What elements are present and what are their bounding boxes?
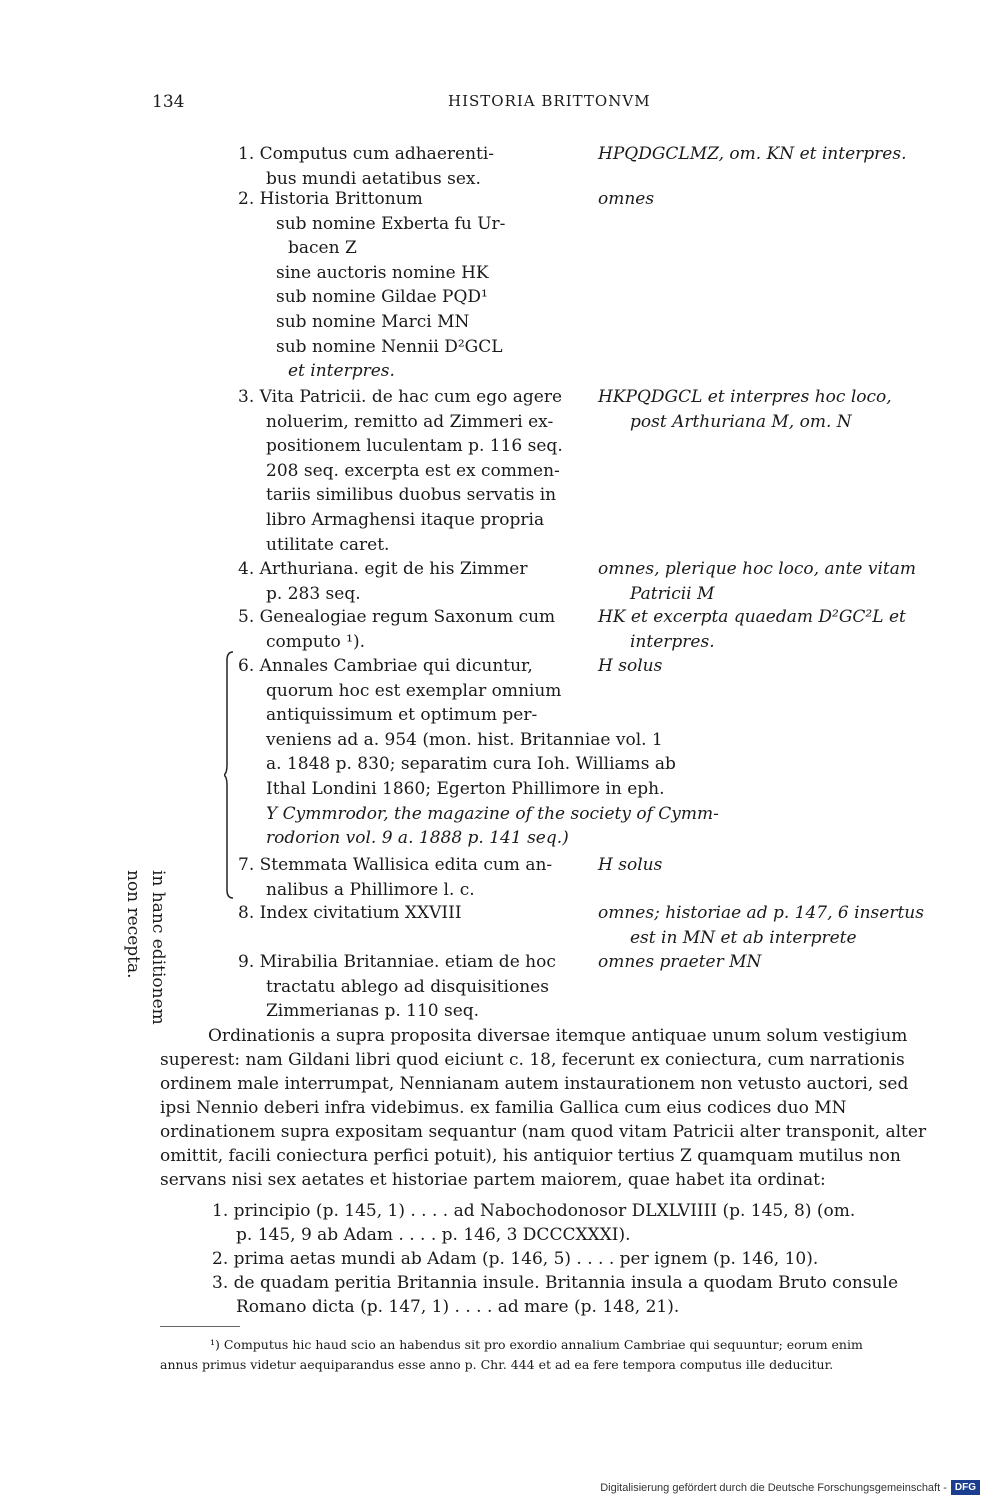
ordinat-line: 2. prima aetas mundi ab Adam (p. 146, 5) . . . . per ignem (p. 146, 10).	[212, 1249, 819, 1269]
list-line: sub nomine Gildae PQD¹	[276, 287, 488, 308]
funding-notice	[600, 1480, 980, 1495]
list-line: 3. Vita Patricii. de hac cum ego agere	[238, 387, 563, 407]
list-line: Ithal Londini 1860; Egerton Phillimore in eph.	[266, 779, 665, 799]
witness-note: Patricii M	[630, 583, 715, 604]
list-line: sine auctoris nomine HK	[276, 262, 489, 283]
list-line: 6. Annales Cambriae qui dicuntur,	[238, 656, 533, 676]
ordinat-line: p. 145, 9 ab Adam . . . . p. 146, 3 DCCCXXXI).	[236, 1225, 631, 1245]
side-note-line: non recepta.	[123, 870, 143, 979]
list-line: 7. Stemmata Wallisica edita cum an-	[238, 855, 553, 875]
list-line: Y Cymmrodor, the magazine of the society of Cymm-	[266, 803, 719, 824]
page-number: 134	[152, 92, 185, 112]
witness-note: H solus	[598, 855, 663, 875]
paragraph-line: omittit, facili coniectura perfici potuit), his antiquior tertius Z quamquam mutilus non	[160, 1146, 901, 1166]
list-line: bus mundi aetatibus sex.	[266, 168, 481, 189]
paragraph-line: ordinem male interrumpat, Nennianam autem instaurationem non vetusto auctori, sed	[160, 1074, 909, 1094]
brace-bracket	[224, 650, 234, 900]
paragraph-line: superest: nam Gildani libri quod eiciunt c. 18, fecerunt ex coniectura, cum narrationis	[160, 1050, 905, 1070]
list-line: veniens ad a. 954 (mon. hist. Britanniae vol. 1	[266, 729, 663, 750]
ordinat-line: Romano dicta (p. 147, 1) . . . . ad mare (p. 148, 21).	[236, 1297, 680, 1317]
list-line: 1. Computus cum adhaerenti-	[238, 144, 495, 164]
list-line: quorum hoc est exemplar omnium	[266, 680, 562, 701]
list-line: Zimmerianas p. 110 seq.	[266, 1001, 480, 1022]
list-line: bacen Z	[288, 238, 357, 259]
footnote-line: annus primus videtur aequiparandus esse anno p. Chr. 444 et ad ea fere tempora computus ille deducitur.	[160, 1357, 834, 1372]
ordinat-list	[160, 1199, 944, 1319]
witness-note: HK et excerpta quaedam D²GC²L et	[598, 607, 906, 627]
body-paragraph	[160, 1024, 944, 1192]
list-line: antiquissimum et optimum per-	[266, 705, 538, 726]
list-line: 5. Genealogiae regum Saxonum cum	[238, 607, 556, 627]
list-line: positionem luculentam p. 116 seq.	[266, 436, 563, 457]
side-note	[114, 870, 170, 1050]
witness-note: omnes	[598, 189, 655, 209]
list-line: noluerim, remitto ad Zimmeri ex-	[266, 411, 554, 432]
witness-note: interpres.	[630, 631, 715, 652]
footnote-line: ¹) Computus hic haud scio an habendus sit pro exordio annalium Cambriae qui sequuntur; eorum enim	[210, 1337, 863, 1352]
list-line: utilitate caret.	[266, 534, 390, 555]
paragraph-line: Ordinationis a supra proposita diversae itemque antiquae unum solum vestigium	[208, 1026, 908, 1046]
witness-note: post Arthuriana M, om. N	[630, 411, 852, 432]
running-head: HISTORIA BRITTONVM	[448, 92, 651, 110]
list-line: sub nomine Exberta fu Ur-	[276, 213, 506, 234]
list-line: sub nomine Marci MN	[276, 312, 470, 332]
list-line: sub nomine Nennii D²GCL	[276, 336, 503, 357]
side-note-line: in hanc editionem	[148, 870, 168, 1025]
list-line: rodorion vol. 9 a. 1888 p. 141 seq.)	[266, 828, 569, 849]
list-line: computo ¹).	[266, 631, 366, 652]
list-line: tariis similibus duobus servatis in	[266, 485, 557, 506]
footnote-separator	[160, 1326, 240, 1327]
list-line: 9. Mirabilia Britanniae. etiam de hoc	[238, 952, 556, 972]
witness-note: HPQDGCLMZ, om. KN et interpres.	[598, 144, 907, 164]
list-line: 208 seq. excerpta est ex commen-	[266, 460, 560, 481]
list-line: et interpres.	[288, 361, 395, 382]
list-line: 4. Arthuriana. egit de his Zimmer	[238, 559, 528, 579]
witness-note: HKPQDGCL et interpres hoc loco,	[598, 387, 892, 407]
list-line: a. 1848 p. 830; separatim cura Ioh. Williams ab	[266, 754, 676, 775]
list-line: libro Armaghensi itaque propria	[266, 510, 545, 530]
funding-text: Digitalisierung gefördert durch die Deutsche Forschungsgemeinschaft -	[600, 1481, 947, 1494]
list-line: p. 283 seq.	[266, 583, 361, 604]
dfg-logo: DFG	[951, 1480, 980, 1495]
ordinat-line: 3. de quadam peritia Britannia insule. Britannia insula a quodam Bruto consule	[212, 1273, 899, 1293]
witness-note: omnes; historiae ad p. 147, 6 insertus	[598, 903, 924, 923]
paragraph-line: ordinationem supra expositam sequantur (nam quod vitam Patricii alter transponit, alter	[160, 1122, 927, 1142]
list-line: nalibus a Phillimore l. c.	[266, 879, 475, 900]
ordinat-line: 1. principio (p. 145, 1) . . . . ad Nabochodonosor DLXLVIIII (p. 145, 8) (om.	[212, 1201, 856, 1221]
witness-note: omnes praeter MN	[598, 952, 762, 972]
paragraph-line: ipsi Nennio deberi infra videbimus. ex familia Gallica cum eius codices duo MN	[160, 1098, 847, 1118]
list-line: 2. Historia Brittonum	[238, 189, 423, 209]
list-line: tractatu ablego ad disquisitiones	[266, 976, 549, 997]
list-line: 8. Index civitatium XXVIII	[238, 903, 462, 923]
paragraph-line: servans nisi sex aetates et historiae partem maiorem, quae habet ita ordinat:	[160, 1170, 826, 1190]
witness-note: est in MN et ab interprete	[630, 927, 857, 948]
witness-note: H solus	[598, 656, 663, 676]
witness-note: omnes, plerique hoc loco, ante vitam	[598, 559, 916, 579]
